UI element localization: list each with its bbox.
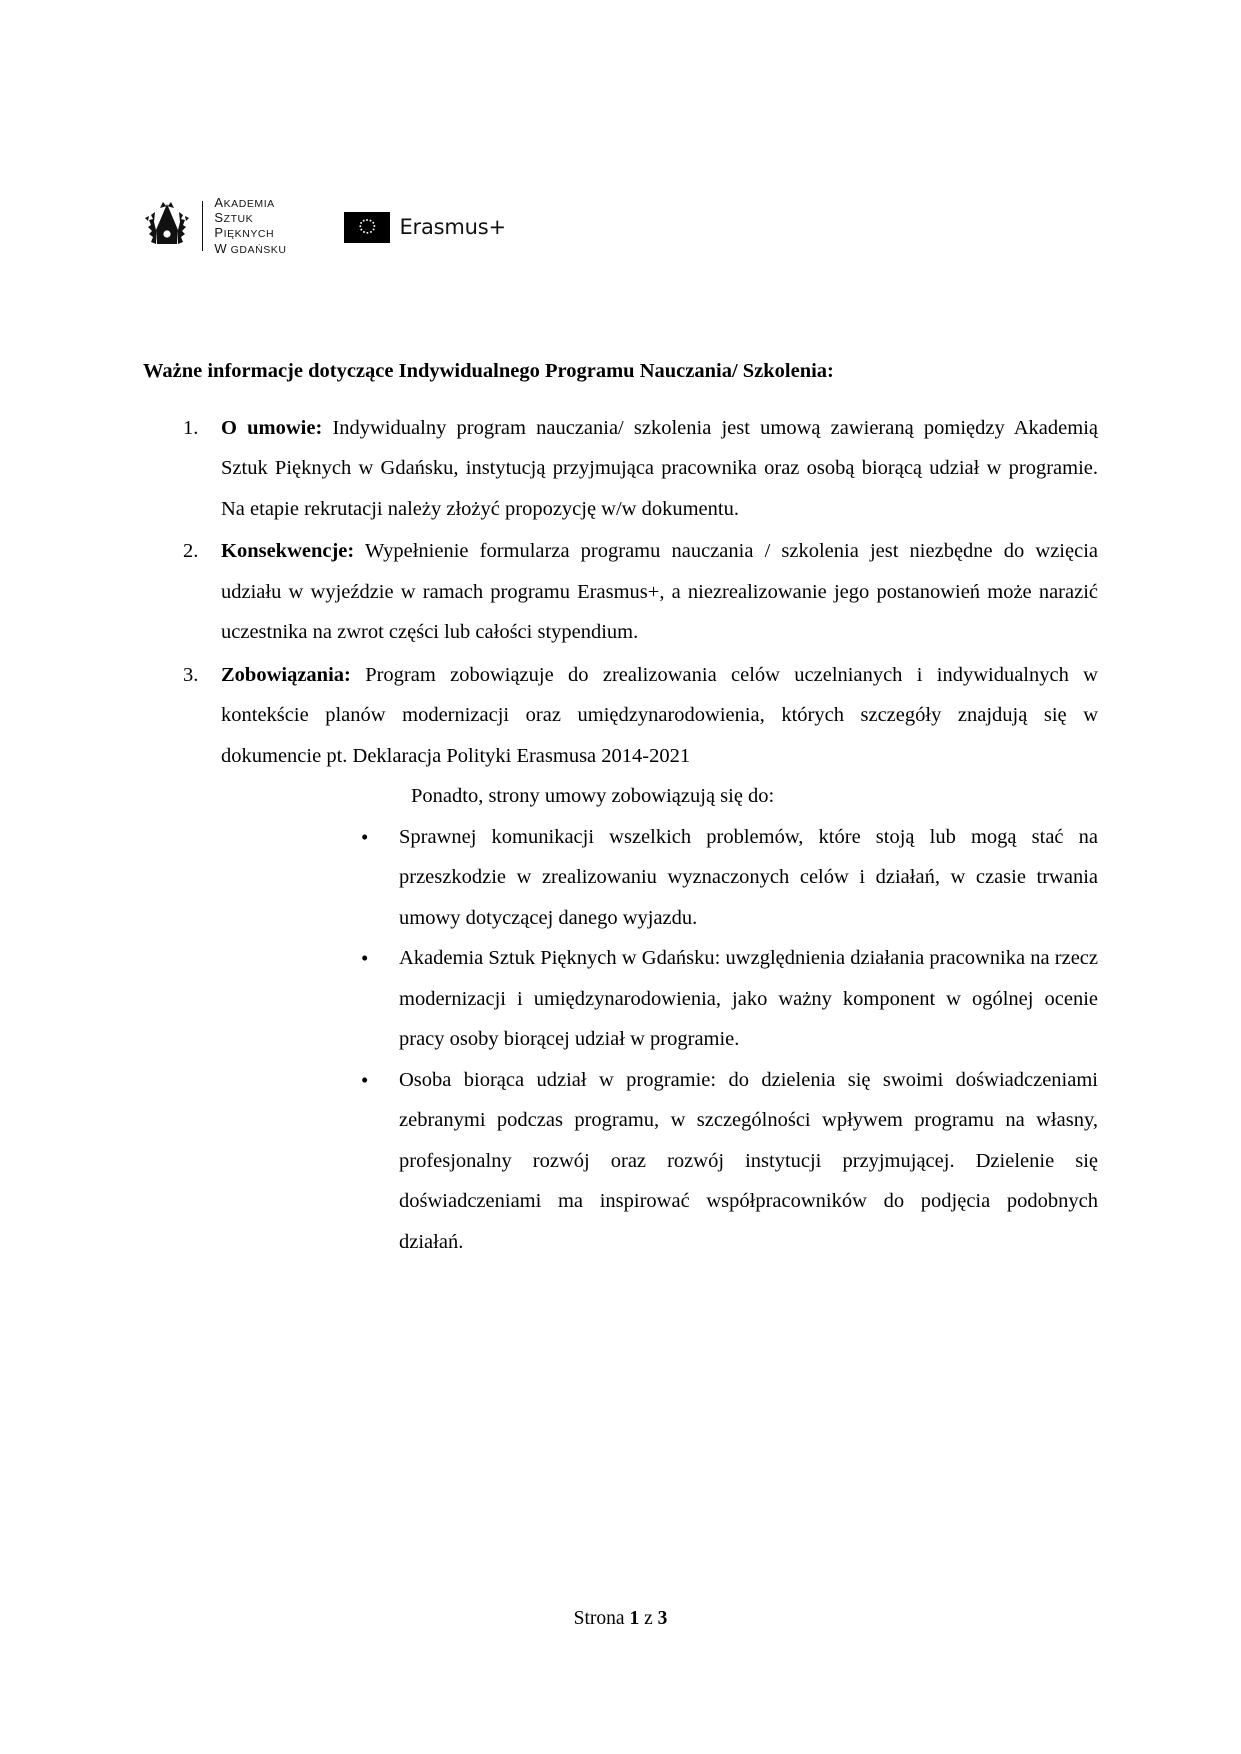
item-text: Program zobowiązuje do zrealizowania celów uczelnianych i indywidualnych w kontekście planów modernizacji oraz umiędzynarodowienia, których szczegóły znajdują się w dokumencie pt. Deklaracja Polityki Erasmusa 2014-2021 — [221, 663, 1098, 767]
item-paragraph — [221, 655, 1098, 777]
bullet-text: • Sprawnej komunikacji wszelkich problemów, które stoją lub mogą stać na przeszkodzie w zrealizowaniu wyznaczonych celów i działań, w czasie trwania umowy dotyczącej danego wyjazdu. — [399, 825, 1098, 929]
university-name-line-1: AKADEMIA — [214, 195, 275, 210]
item-paragraph — [221, 531, 1098, 653]
erasmus-label: Erasmus+ — [399, 214, 506, 239]
list-item — [143, 655, 1098, 1263]
logo-divider — [202, 201, 203, 251]
sub-intro-text: Ponadto, strony umowy zobowiązują się do: — [411, 785, 775, 808]
university-name-line-3: PIĘKNYCH — [214, 225, 275, 241]
university-name-line-2: SZTUK — [214, 210, 254, 226]
list-item — [221, 1060, 1098, 1263]
header-logos — [143, 196, 506, 257]
item-text: Indywidualny program nauczania/ szkolenia jest umową zawieraną pomiędzy Akademią Sztuk Pięknych w Gdańsku, instytucją przyjmująca pracownika oraz osobą biorącą udział w programie. Na etapie rekrutacji należy złożyć propozycję w/w dokumentu. — [221, 416, 1098, 520]
eu-flag-icon — [344, 212, 390, 243]
university-logo — [143, 196, 286, 257]
university-name — [214, 196, 286, 257]
asp-crest-icon — [143, 200, 191, 252]
item-lead: O umowie: — [221, 416, 323, 439]
university-name-line-4: W GDAŃSKU — [214, 240, 287, 256]
page-title: Ważne informacje dotyczące Indywidualnego Programu Nauczania/ Szkolenia: — [143, 360, 834, 382]
footer-current-page: 1 — [629, 1608, 640, 1629]
item-lead: Zobowiązania: — [221, 663, 351, 686]
list-item — [221, 817, 1098, 939]
item-paragraph — [221, 408, 1098, 530]
footer-prefix: Strona — [573, 1608, 630, 1629]
bullet-text: • Osoba biorąca udział w programie: do dzielenia się swoimi doświadczeniami zebranymi podczas programu, w szczególności wpływem programu na własny, profesjonalny rozwój oraz rozwój instytucji przyjmującej. Dzielenie się doświadczeniami ma inspirować współpracowników do podjęcia podobnych działań. — [399, 1068, 1098, 1253]
list-item — [143, 408, 1098, 530]
list-item — [143, 531, 1098, 653]
list-item — [221, 938, 1098, 1060]
numbered-list — [143, 408, 1098, 1263]
document-body — [143, 357, 1098, 1264]
bullet-list — [221, 817, 1098, 1263]
erasmus-logo — [344, 212, 505, 243]
bullet-text: • Akademia Sztuk Pięknych w Gdańsku: uwzględnienia działania pracownika na rzecz modernizacji i umiędzynarodowienia, jako ważny komponent w ogólnej ocenie pracy osoby biorącej udział w programie. — [399, 947, 1098, 1051]
item-lead: Konsekwencje: — [221, 540, 355, 563]
item-text: Wypełnienie formularza programu nauczania / szkolenia jest niezbędne do wzięcia udziału w wyjeździe w ramach programu Erasmus+, a niezrealizowanie jego postanowień może narazić uczestnika na zwrot części lub całości stypendium. — [221, 540, 1098, 644]
footer-total-pages: 3 — [657, 1608, 668, 1629]
page-footer — [0, 1607, 1241, 1631]
footer-separator: z — [639, 1608, 658, 1629]
